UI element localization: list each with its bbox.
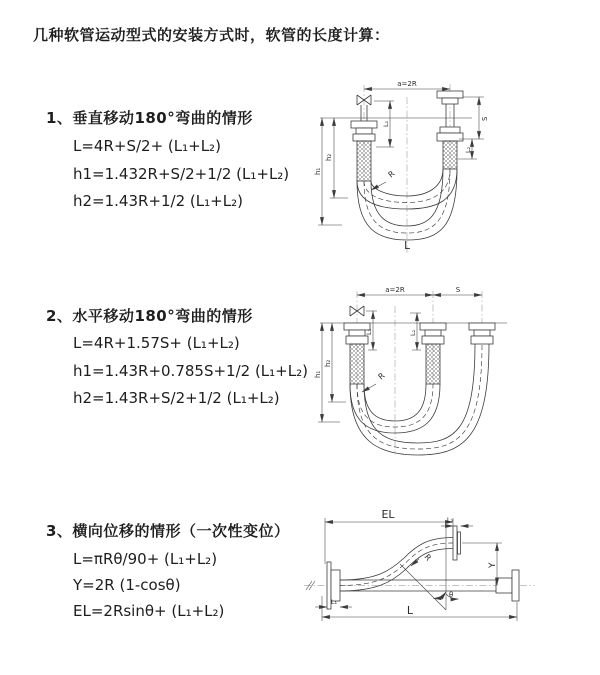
formula-line: h1=1.43R+0.785S+1/2 (L₁+L₂) — [73, 361, 308, 380]
dim-label-h1: h₁ — [314, 167, 322, 175]
braided-hose-section — [357, 141, 371, 181]
dim-label-l1: L₁ — [382, 120, 390, 127]
formula-line: L=πRθ/90+ (L₁+L₂) — [73, 550, 218, 568]
section-3-heading: 3、横向位移的情形（一次性变位） — [46, 522, 290, 540]
dim-label-l2: L₂ — [446, 516, 454, 524]
formula-line: h2=1.43R+1/2 (L₁+L₂) — [73, 192, 243, 210]
dim-s — [458, 97, 489, 159]
formula-line: L=4R+S/2+ (L₁+L₂) — [73, 137, 221, 155]
dim-label-h2: h₂ — [325, 153, 333, 161]
diagram-lateral-displacement — [300, 500, 600, 675]
dim-h1 — [314, 118, 342, 225]
formula-line: h2=1.43R+S/2+1/2 (L₁+L₂) — [73, 389, 280, 407]
dim-label-s: S — [481, 116, 489, 121]
left-flange — [351, 121, 377, 141]
braided-hose-section — [426, 344, 440, 384]
dim-label-r: R — [386, 169, 397, 180]
dim-label-el: EL — [381, 508, 395, 521]
dim-a2r — [357, 286, 433, 295]
dim-label-y: Y — [488, 562, 498, 568]
section-3-formulas — [73, 546, 224, 624]
dim-el — [325, 508, 453, 564]
dim-l-total — [322, 596, 517, 621]
section-1-heading: 1、垂直移动180°弯曲的情形 — [46, 109, 253, 127]
radius-callout — [362, 371, 387, 392]
dim-label-h1: h₁ — [314, 370, 322, 378]
dim-h1 — [314, 323, 340, 422]
dim-label-l-total: L — [404, 240, 410, 252]
dim-l2 — [441, 516, 473, 526]
hose-displaced-position — [340, 538, 453, 592]
dim-label-r: R — [422, 552, 433, 563]
angle-construction — [400, 528, 459, 610]
middle-flange — [420, 323, 446, 344]
dim-label-theta: θ — [449, 591, 454, 599]
dim-label-s: S — [455, 286, 461, 294]
dim-label-a2r: a=2R — [397, 80, 417, 88]
formula-line: EL=2Rsinθ+ (L₁+L₂) — [73, 602, 225, 620]
dim-label-l-total: L — [406, 604, 414, 617]
diagram-vertical-180-bend — [312, 75, 600, 260]
dim-label-l1: L₁ — [330, 598, 338, 606]
hose-moved-position — [350, 344, 489, 455]
formula-line: L=4R+1.57S+ (L₁+L₂) — [73, 334, 240, 352]
braided-hose-section — [350, 344, 364, 384]
dim-label-h2: h₂ — [324, 359, 332, 367]
section-2-heading: 2、水平移动180°弯曲的情形 — [46, 307, 253, 325]
dim-label-l2: L₂ — [409, 329, 417, 336]
page-title: 几种软管运动型式的安装方式时，软管的长度计算： — [33, 26, 390, 44]
formula-line: h1=1.432R+S/2+1/2 (L₁+L₂) — [73, 164, 290, 183]
right-pipe — [437, 91, 463, 169]
dim-h2 — [325, 118, 348, 198]
section-2-formulas — [73, 330, 308, 413]
formula-line: Y=2R (1-cosθ) — [73, 576, 181, 594]
dim-label-r: R — [376, 371, 387, 382]
dim-h2 — [324, 323, 346, 402]
dim-a2r — [364, 80, 450, 89]
dim-label-a2r: a=2R — [385, 286, 405, 294]
dim-l2 — [409, 313, 421, 350]
upper-flange — [453, 526, 461, 560]
centerlines — [364, 84, 450, 253]
dim-l1 — [315, 598, 352, 607]
radius-callout — [371, 169, 397, 190]
dim-s — [433, 286, 482, 295]
right-flange — [469, 323, 495, 344]
dim-label-l1: L₁ — [365, 328, 373, 335]
dim-label-l2: L₂ — [464, 146, 472, 153]
diagram-horizontal-180-bend — [312, 281, 600, 463]
section-1-formulas — [73, 133, 289, 216]
